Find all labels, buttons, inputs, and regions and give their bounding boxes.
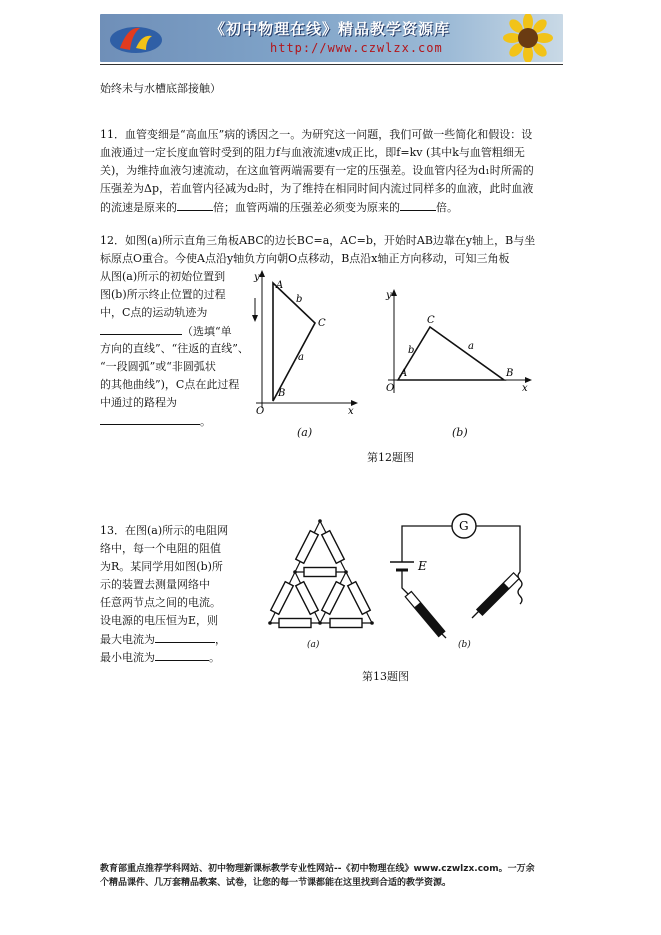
q13-figure-caption: 第13题图 bbox=[362, 670, 409, 683]
q12-figure-a bbox=[250, 268, 360, 418]
q12-line8: “一段圆弧”或“非圆弧状 bbox=[100, 360, 216, 373]
q11-line5-a: 的流速是原来的 bbox=[100, 201, 177, 214]
q12a-label-x: x bbox=[348, 406, 354, 417]
q13-figure-b bbox=[380, 510, 530, 642]
q12-figure-b bbox=[382, 285, 537, 397]
q12b-label-C: C bbox=[427, 315, 435, 326]
q13-line8-b: 。 bbox=[209, 651, 220, 664]
sunflower-icon bbox=[497, 14, 559, 62]
q12a-label-C: C bbox=[318, 318, 326, 329]
q12-line3: 从图(a)所示的初始位置到 bbox=[100, 270, 226, 283]
q12b-label-x: x bbox=[522, 383, 528, 394]
q12a-label-a: a bbox=[298, 352, 304, 363]
q13-line5: 任意两节点之间的电流。 bbox=[100, 596, 221, 609]
q11-blank-1[interactable] bbox=[177, 198, 213, 211]
q13a-resistors bbox=[271, 531, 371, 628]
q12a-label-b: b bbox=[296, 294, 303, 305]
q13-line4: 示的装置去测量网络中 bbox=[100, 578, 210, 591]
q11-line1: 11．血管变细是“高血压”病的诱因之一。为研究这一问题，我们可做一些简化和假设：设 bbox=[100, 128, 533, 141]
page-footer bbox=[100, 862, 563, 890]
q12a-label-A: A bbox=[276, 280, 284, 291]
q12-line11 bbox=[100, 412, 211, 431]
q13-line1: 13．在图(a)所示的电阻网 bbox=[100, 524, 229, 537]
q12-line6-b: （选填“单 bbox=[182, 325, 232, 338]
q12b-label-b: b bbox=[408, 345, 415, 356]
q13-line8 bbox=[100, 648, 220, 667]
q12b-label-O: O bbox=[386, 383, 395, 394]
q12b-label-a: a bbox=[468, 341, 474, 352]
footer-line1: 教育部重点推荐学科网站、初中物理新课标教学专业性网站--《初中物理在线》www.czwlzx.com。一万余 bbox=[100, 864, 535, 874]
q13-blank-1[interactable] bbox=[155, 630, 215, 643]
q12-line2: 标原点O重合。今使A点沿y轴负方向朝O点移动，B点沿x轴正方向移动，可知三角板 bbox=[100, 252, 510, 265]
q12-line6 bbox=[100, 322, 232, 341]
q12-line11-b: 。 bbox=[200, 415, 211, 428]
header-banner bbox=[100, 14, 563, 62]
header-rule bbox=[100, 64, 563, 65]
site-url[interactable]: http://www.czwlzx.com bbox=[270, 41, 443, 55]
q12-blank-1[interactable] bbox=[100, 322, 182, 335]
q12a-y-arrow-icon bbox=[259, 270, 265, 277]
q13-line7 bbox=[100, 630, 226, 649]
q12-line5: 中，C点的运动轨迹为 bbox=[100, 306, 208, 319]
q12-line1: 12．如图(a)所示直角三角板ABC的边长BC=a，AC=b，开始时AB边靠在y轴上，B与坐 bbox=[100, 234, 536, 247]
q12a-label-O: O bbox=[256, 406, 265, 417]
q13-fig-a-caption: (a) bbox=[307, 640, 320, 650]
q12b-label-y: y bbox=[386, 290, 392, 301]
q13-blank-2[interactable] bbox=[155, 648, 209, 661]
q11-line5-c: 倍。 bbox=[436, 201, 458, 214]
q12a-label-B: B bbox=[278, 388, 286, 399]
q12-line9: 的其他曲线”)，C点在此过程 bbox=[100, 378, 240, 391]
q11-blank-2[interactable] bbox=[400, 198, 436, 211]
q12a-triangle bbox=[273, 283, 315, 401]
q13-line6: 设电源的电压恒为E，则 bbox=[100, 614, 219, 627]
q13b-label-E: E bbox=[418, 559, 427, 573]
q12-line10: 中通过的路程为 bbox=[100, 396, 177, 409]
q13-line7-b: ， bbox=[215, 633, 226, 646]
q13-line2: 络中，每一个电阻的阻值 bbox=[100, 542, 221, 555]
q12-fig-b-caption: (b) bbox=[452, 426, 468, 439]
q12a-motion-arrow-icon bbox=[252, 315, 258, 322]
q12-figure-caption: 第12题图 bbox=[367, 451, 414, 464]
q13-line3: 为R。某同学用如图(b)所 bbox=[100, 560, 223, 573]
q11-line4: 压强差为Δp，若血管内径减为d₂时，为了维持在相同时间内流过同样多的血液，此时血液 bbox=[100, 182, 534, 195]
footer-line2: 个精品课件、几万套精品教案、试卷，让您的每一节课都能在这里找到合适的教学资源。 bbox=[100, 878, 452, 888]
q12-line7: 方向的直线”、“往返的直线”、 bbox=[100, 342, 249, 355]
site-title: 《初中物理在线》精品教学资源库 bbox=[210, 20, 451, 38]
q12-blank-2[interactable] bbox=[100, 412, 200, 425]
site-logo-icon bbox=[106, 18, 166, 58]
q13-fig-b-caption: (b) bbox=[458, 640, 471, 650]
q11-line3: 关)，为维持血液匀速流动，在这血管两端需要有一定的压强差。设血管内径为d₁时所需的 bbox=[100, 164, 534, 177]
q11-line5-b: 倍；血管两端的压强差必须变为原来的 bbox=[213, 201, 400, 214]
q12b-label-A: A bbox=[400, 368, 408, 379]
q11-line5 bbox=[100, 198, 458, 217]
q13b-label-G: G bbox=[459, 519, 469, 533]
q12-fig-a-caption: (a) bbox=[297, 426, 313, 439]
q12b-label-B: B bbox=[506, 368, 514, 379]
q13b-left-probe-icon bbox=[405, 592, 445, 637]
q13-figure-a bbox=[262, 515, 382, 637]
q13-line7-a: 最大电流为 bbox=[100, 633, 155, 646]
q12a-label-y: y bbox=[254, 272, 260, 283]
q11-line2: 血液通过一定长度血管时受到的阻力f与血液流速v成正比，即f=kv (其中k与血管粗细无 bbox=[100, 146, 525, 159]
q10-tail: 始终未与水槽底部接触） bbox=[100, 82, 221, 95]
q12-line4: 图(b)所示终止位置的过程 bbox=[100, 288, 226, 301]
q12b-y-arrow-icon bbox=[391, 289, 397, 296]
q13-line8-a: 最小电流为 bbox=[100, 651, 155, 664]
q13b-right-probe-icon bbox=[477, 573, 519, 615]
